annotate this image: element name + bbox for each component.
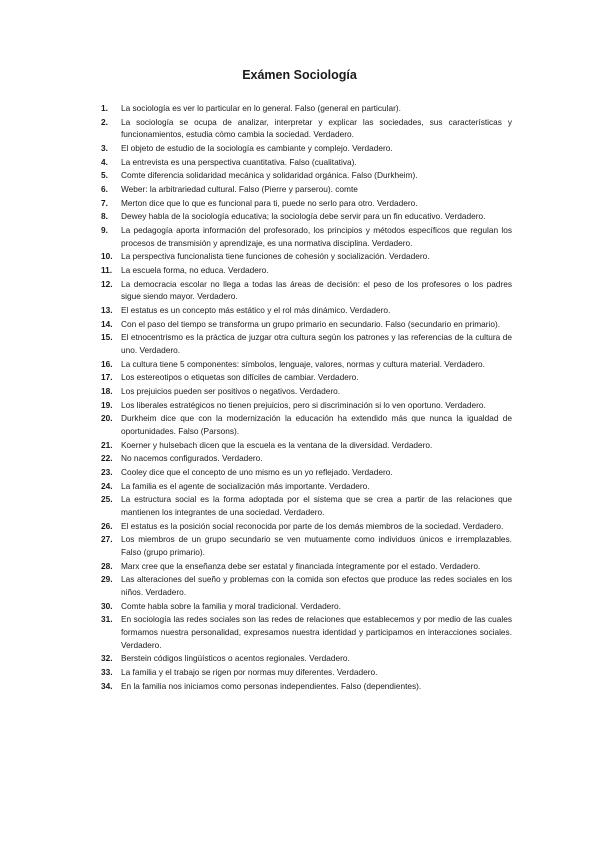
question-item xyxy=(101,666,512,679)
question-text: Weber: la arbitrariedad cultural. Falso (Pierre y parserou). comte xyxy=(121,184,358,195)
question-text: Cooley dice que el concepto de uno mismo es un yo reflejado. Verdadero. xyxy=(121,467,393,478)
question-item xyxy=(101,399,512,412)
question-item xyxy=(101,560,512,573)
question-text: La democracia escolar no llega a todas las áreas de decisión: el peso de los profesores o los padres sigue siendo mayor. Verdadero. xyxy=(121,278,512,302)
question-number: 26. xyxy=(101,520,113,531)
question-item xyxy=(101,533,512,558)
question-text: Los prejuicios pueden ser positivos o negativos. Verdadero. xyxy=(121,386,341,397)
question-item xyxy=(101,264,512,277)
question-item xyxy=(101,439,512,452)
question-item xyxy=(101,250,512,263)
question-number: 7. xyxy=(101,197,108,208)
question-item xyxy=(101,680,512,693)
question-number: 27. xyxy=(101,534,113,545)
question-number: 34. xyxy=(101,680,113,691)
question-text: Berstein códigos lingüísticos o acentos regionales. Verdadero. xyxy=(121,653,350,664)
question-number: 21. xyxy=(101,439,113,450)
question-number: 6. xyxy=(101,184,108,195)
question-text: La perspectiva funcionalista tiene funciones de cohesión y socialización. Verdadero. xyxy=(121,251,430,262)
question-text: Los miembros de un grupo secundario se ven mutuamente como individuos únicos e irremplazables. Falso (grupo primario). xyxy=(121,534,512,558)
question-item xyxy=(101,371,512,384)
question-number: 31. xyxy=(101,614,113,625)
question-item xyxy=(101,412,512,437)
question-number: 32. xyxy=(101,653,113,664)
question-text: La cultura tiene 5 componentes: símbolos, lenguaje, valores, normas y cultura material. Verdadero. xyxy=(121,358,485,369)
question-item xyxy=(101,652,512,665)
question-text: Koerner y hulsebach dicen que la escuela es la ventana de la diversidad. Verdadero. xyxy=(121,439,433,450)
question-number: 17. xyxy=(101,372,113,383)
question-number: 9. xyxy=(101,225,108,236)
question-text: La sociología se ocupa de analizar, interpretar y explicar las sociedades, sus características y funcionamientos, estudia cómo cambia la sociedad. Verdadero. xyxy=(121,116,512,140)
question-item xyxy=(101,600,512,613)
question-text: La escuela forma, no educa. Verdadero. xyxy=(121,265,269,276)
question-text: Los estereotipos o etiquetas son difíciles de cambiar. Verdadero. xyxy=(121,372,359,383)
question-number: 33. xyxy=(101,666,113,677)
question-item xyxy=(101,520,512,533)
question-text: El etnocentrismo es la práctica de juzgar otra cultura según los patrones y las referencias de la cultura de uno. Verdadero. xyxy=(121,332,512,355)
question-text: Comte diferencia solidaridad mecánica y solidaridad orgánica. Falso (Durkheim). xyxy=(121,170,418,181)
question-text: Durkheim dice que con la modernización la educación ha extendido más que nunca la igualdad de oportunidades. Falso (Parsons). xyxy=(121,413,512,437)
question-number: 19. xyxy=(101,399,113,410)
question-number: 28. xyxy=(101,560,113,571)
question-item xyxy=(101,183,512,196)
question-text: La pedagogía aporta información del profesorado, los principios y métodos específicos que regulan los procesos de transmisión y aprendizaje, es una normativa disciplina. Verdadero. xyxy=(121,225,512,248)
question-text: El estatus es un concepto más estático y el rol más dinámico. Verdadero. xyxy=(121,305,391,316)
question-item xyxy=(101,318,512,331)
question-item xyxy=(101,466,512,479)
question-item xyxy=(101,613,512,651)
question-number: 18. xyxy=(101,386,113,397)
question-text: Merton dice que lo que es funcional para ti, puede no serlo para otro. Verdadero. xyxy=(121,197,418,208)
question-text: Con el paso del tiempo se transforma un grupo primario en secundario. Falso (secundario en primario). xyxy=(121,318,501,329)
question-item xyxy=(101,452,512,465)
question-number: 25. xyxy=(101,494,113,505)
question-number: 30. xyxy=(101,600,113,611)
question-text: El objeto de estudio de la sociología es cambiante y complejo. Verdadero. xyxy=(121,142,393,153)
question-text: No nacemos configurados. Verdadero. xyxy=(121,453,263,464)
question-text: Las alteraciones del sueño y problemas con la comida son efectos que produce las redes sociales en los niños. Verdadero. xyxy=(121,574,512,597)
question-text: Dewey habla de la sociología educativa; la sociología debe servir para un fin educativo. Verdadero. xyxy=(121,211,486,222)
question-item xyxy=(101,197,512,210)
question-item xyxy=(101,102,512,115)
question-item xyxy=(101,210,512,223)
question-item xyxy=(101,169,512,182)
question-text: Los liberales estratégicos no tienen prejuicios, pero si discriminación si lo ven oportuno. Verdadero. xyxy=(121,399,486,410)
question-item xyxy=(101,142,512,155)
question-text: La familia es el agente de socialización más importante. Verdadero. xyxy=(121,480,370,491)
question-number: 24. xyxy=(101,480,113,491)
question-item xyxy=(101,480,512,493)
question-number: 15. xyxy=(101,332,113,343)
question-text: La familia y el trabajo se rigen por normas muy diferentes. Verdadero. xyxy=(121,666,378,677)
question-number: 11. xyxy=(101,265,113,276)
question-item xyxy=(101,331,512,356)
question-number: 1. xyxy=(101,103,108,113)
question-text: En sociología las redes sociales son las redes de relaciones que establecemos y por medio de las cuales formamos nuestra personalidad, expresamos nuestra identidad y participamos en interacciones sociales. Verdadero. xyxy=(121,614,512,650)
question-item xyxy=(101,156,512,169)
question-item xyxy=(101,224,512,249)
question-text: El estatus es la posición social reconocida por parte de los demás miembros de la sociedad. Verdadero. xyxy=(121,520,504,531)
question-number: 16. xyxy=(101,358,113,369)
question-number: 29. xyxy=(101,574,113,585)
question-text: Marx cree que la enseñanza debe ser estatal y financiada íntegramente por el estado. Verdadero. xyxy=(121,560,481,571)
question-item xyxy=(101,358,512,371)
question-text: En la familia nos iniciamos como personas independientes. Falso (dependientes). xyxy=(121,680,422,691)
question-number: 5. xyxy=(101,170,108,181)
question-text: La entrevista es una perspectiva cuantitativa. Falso (cualitativa). xyxy=(121,156,357,167)
question-number: 2. xyxy=(101,116,108,127)
question-item xyxy=(101,116,512,141)
document-title: Exámen Sociología xyxy=(242,68,357,82)
question-item xyxy=(101,278,512,303)
question-number: 14. xyxy=(101,318,113,329)
question-list xyxy=(101,102,512,692)
question-number: 23. xyxy=(101,467,113,478)
question-number: 10. xyxy=(101,251,113,262)
question-number: 13. xyxy=(101,305,113,316)
question-number: 4. xyxy=(101,156,108,167)
question-number: 3. xyxy=(101,142,108,153)
question-text: La estructura social es la forma adoptada por el sistema que se crea a partir de las relaciones que mantienen los integrantes de una sociedad. Verdadero. xyxy=(121,494,512,518)
question-number: 22. xyxy=(101,453,113,464)
question-item xyxy=(101,304,512,317)
question-number: 20. xyxy=(101,413,113,424)
question-item xyxy=(101,385,512,398)
question-item xyxy=(101,573,512,598)
question-number: 8. xyxy=(101,211,108,222)
question-item xyxy=(101,493,512,518)
question-text: La sociología es ver lo particular en lo general. Falso (general en particular). xyxy=(121,103,401,113)
question-number: 12. xyxy=(101,278,113,289)
question-text: Comte habla sobre la familia y moral tradicional. Verdadero. xyxy=(121,600,341,611)
